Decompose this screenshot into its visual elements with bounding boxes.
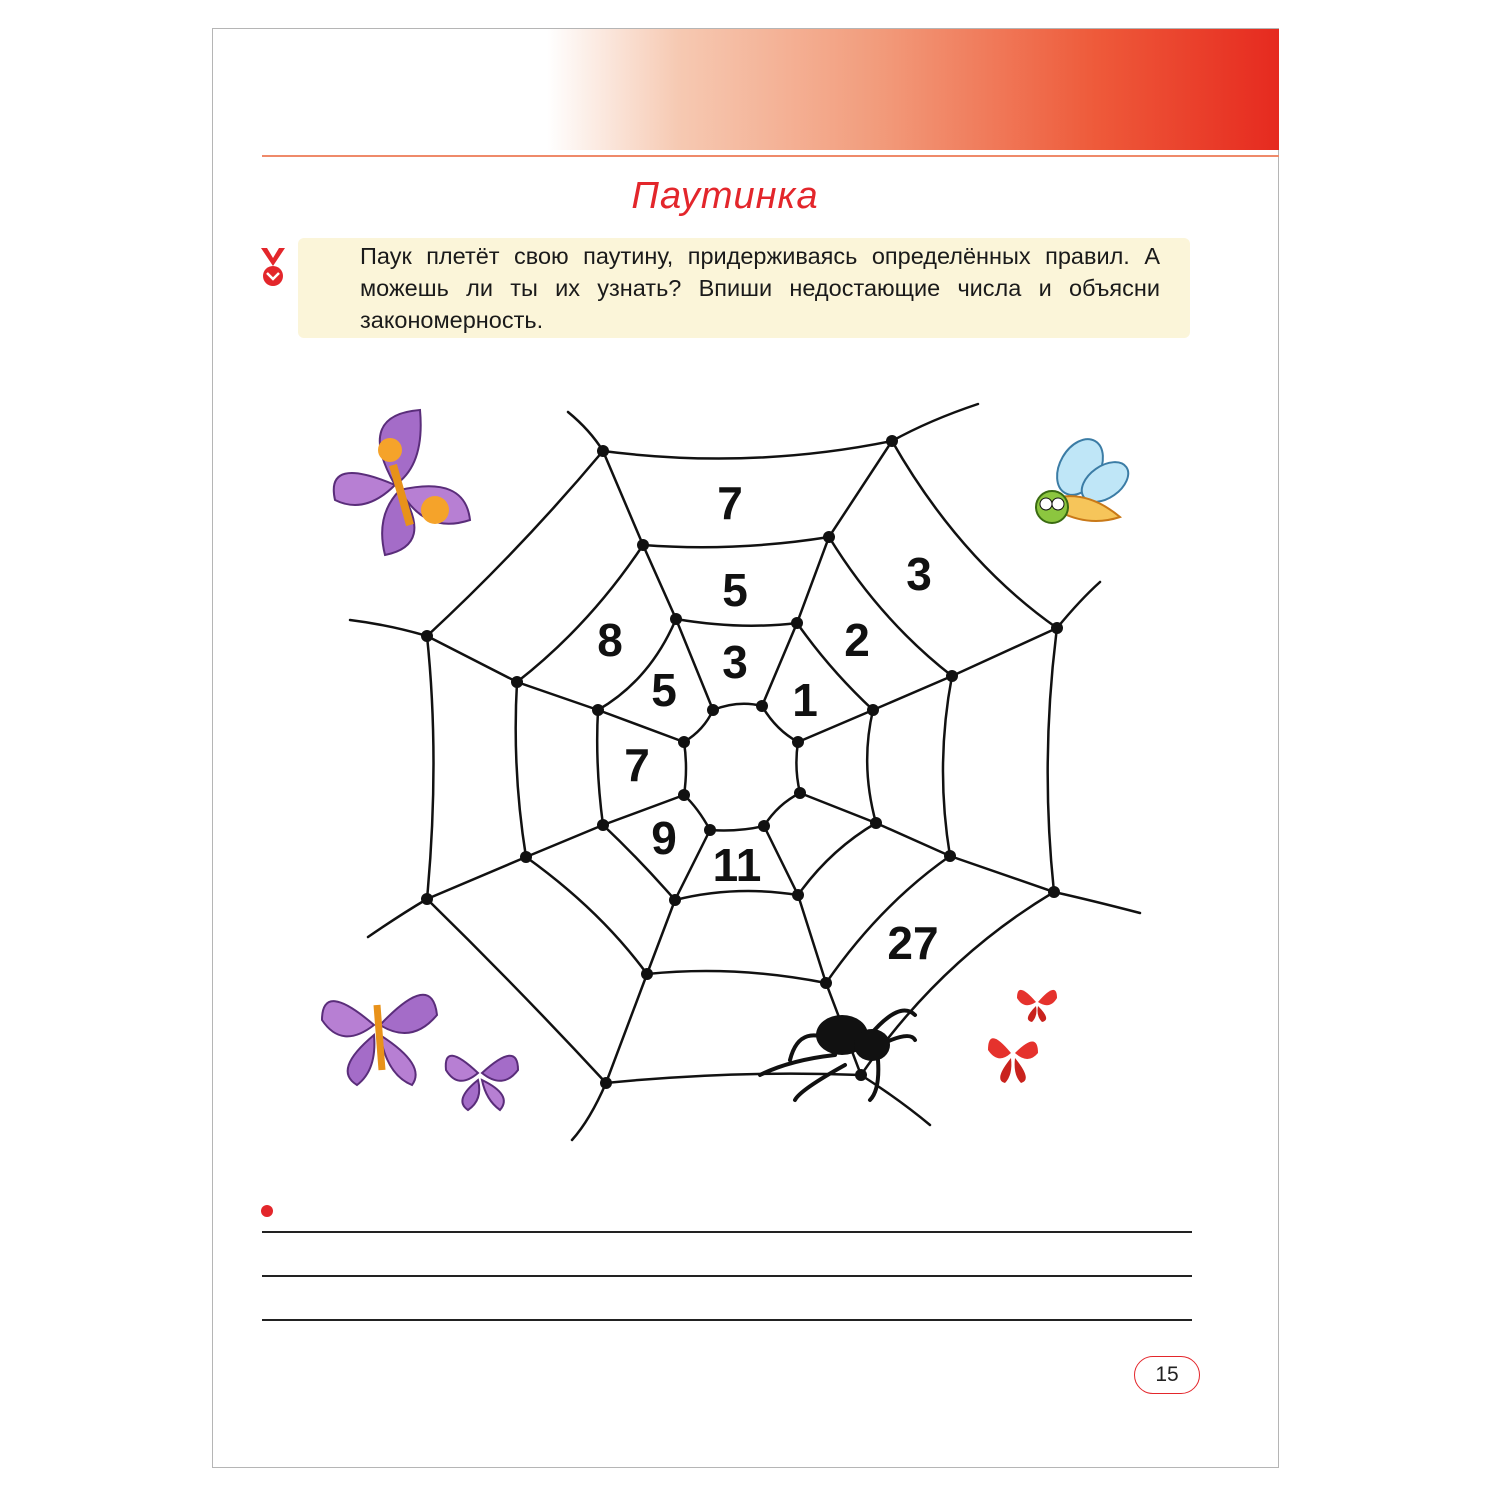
web-cell-number: 2: [844, 614, 870, 666]
web-cell-number: 11: [712, 839, 762, 891]
web-ring: [684, 704, 800, 831]
web-cell-number: 5: [651, 664, 677, 716]
answer-line[interactable]: [262, 1231, 1192, 1233]
butterfly-small-icon: [438, 1035, 523, 1113]
web-thread: [762, 404, 978, 706]
web-thread: [800, 793, 1140, 913]
answer-line[interactable]: [262, 1275, 1192, 1277]
web-cell-number: 8: [597, 614, 623, 666]
web-thread: [572, 830, 710, 1140]
web-cell-number: 9: [651, 812, 677, 864]
red-butterfly-icon: [983, 1025, 1043, 1085]
spider-head: [854, 1029, 890, 1061]
instruction-text: Паук плетёт свою паутину, придерживаясь определённых правил. А можешь ли ты их узнать? Впиши недостающие числа и объясни закономерность.: [360, 243, 1160, 333]
web-cell-number: 27: [887, 917, 939, 969]
bug-icon: [1020, 432, 1130, 537]
web-cell-number: 3: [906, 548, 932, 600]
red-butterfly-icon: [1012, 980, 1062, 1025]
butterfly-icon: [312, 970, 442, 1095]
web-thread: [568, 412, 713, 710]
web-thread: [764, 826, 930, 1125]
web-ring: [427, 441, 1057, 1083]
web-cell-number: 7: [717, 477, 743, 529]
answer-line[interactable]: [262, 1319, 1192, 1321]
page-number: 15: [1134, 1356, 1200, 1394]
web-cell-number: 3: [722, 636, 748, 688]
page-title: Паутинка: [631, 175, 819, 217]
web-cell-number: 1: [792, 674, 818, 726]
answer-bullet: [261, 1205, 273, 1217]
web-thread: [368, 795, 684, 937]
butterfly-icon: [325, 405, 475, 565]
web-cell-number: 7: [624, 739, 650, 791]
web-cell-number: 5: [722, 564, 748, 616]
